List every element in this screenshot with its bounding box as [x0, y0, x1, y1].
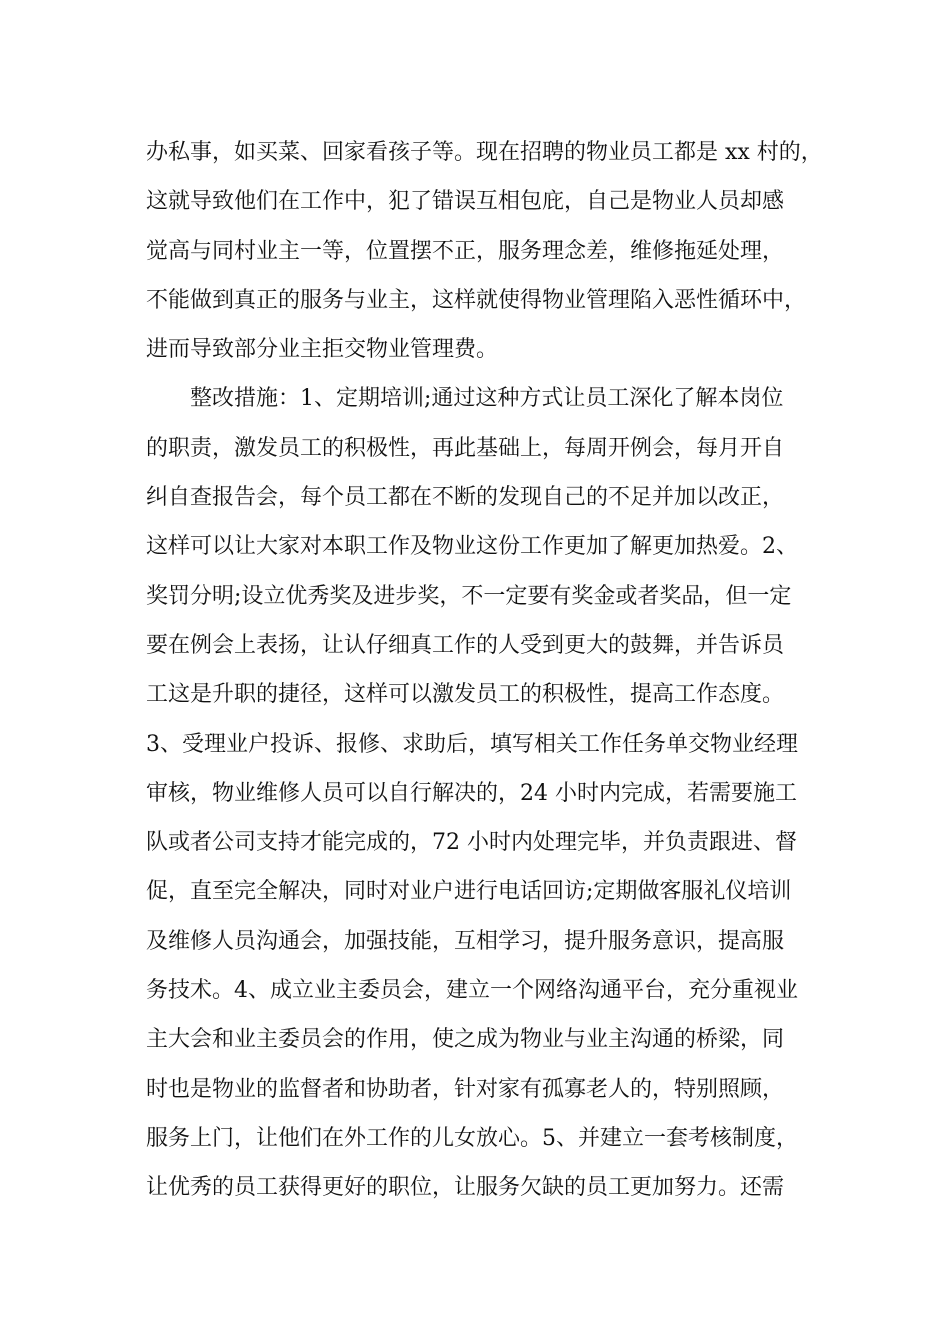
paragraph-start-line: 整改措施：1、定期培训;通过这种方式让员工深化了解本岗位 — [190, 386, 784, 412]
text-line: 觉高与同村业主一等，位置摆不正，服务理念差，维修拖延处理， — [146, 238, 785, 264]
text-line: 进而导致部分业主拒交物业管理费。 — [146, 337, 499, 363]
text-line: 及维修人员沟通会，加强技能，互相学习，提升服务意识，提高服 — [146, 928, 785, 954]
text-line: 工这是升职的捷径，这样可以激发员工的积极性，提高工作态度。 — [146, 682, 785, 708]
text-line: 务技术。4、成立业主委员会，建立一个网络沟通平台，充分重视业 — [146, 978, 798, 1004]
text-line: 主大会和业主委员会的作用，使之成为物业与业主沟通的桥梁，同 — [146, 1027, 785, 1053]
text-line: 3、受理业户投诉、报修、求助后，填写相关工作任务单交物业经理 — [146, 731, 798, 757]
text-line: 促，直至完全解决，同时对业户进行电话回访;定期做客服礼仪培训 — [146, 879, 792, 905]
text-line: 奖罚分明;设立优秀奖及进步奖，不一定要有奖金或者奖品，但一定 — [146, 583, 792, 609]
text-line: 服务上门，让他们在外工作的儿女放心。5、并建立一套考核制度， — [146, 1125, 798, 1151]
text-line: 这样可以让大家对本职工作及物业这份工作更加了解更加热爱。2、 — [146, 534, 798, 560]
text-line: 纠自查报告会，每个员工都在不断的发现自己的不足并加以改正， — [146, 485, 785, 511]
text-line: 审核，物业维修人员可以自行解决的，24 小时内完成，若需要施工 — [146, 780, 797, 806]
text-line: 要在例会上表扬，让认仔细真工作的人受到更大的鼓舞，并告诉员 — [146, 632, 785, 658]
text-line: 时也是物业的监督者和协助者，针对家有孤寡老人的，特别照顾， — [146, 1076, 785, 1102]
body-text — [146, 128, 836, 1213]
text-line: 让优秀的员工获得更好的职位，让服务欠缺的员工更加努力。还需 — [146, 1175, 785, 1201]
text-line: 这就导致他们在工作中，犯了错误互相包庇，自己是物业人员却感 — [146, 189, 785, 215]
text-line: 队或者公司支持才能完成的，72 小时内处理完毕，并负责跟进、督 — [146, 830, 797, 856]
text-line: 的职责，激发员工的积极性，再此基础上，每周开例会，每月开自 — [146, 435, 785, 461]
text-line: 不能做到真正的服务与业主，这样就使得物业管理陷入恶性循环中， — [146, 287, 807, 313]
text-line: 办私事，如买菜、回家看孩子等。现在招聘的物业员工都是 xx 村的， — [146, 140, 823, 165]
